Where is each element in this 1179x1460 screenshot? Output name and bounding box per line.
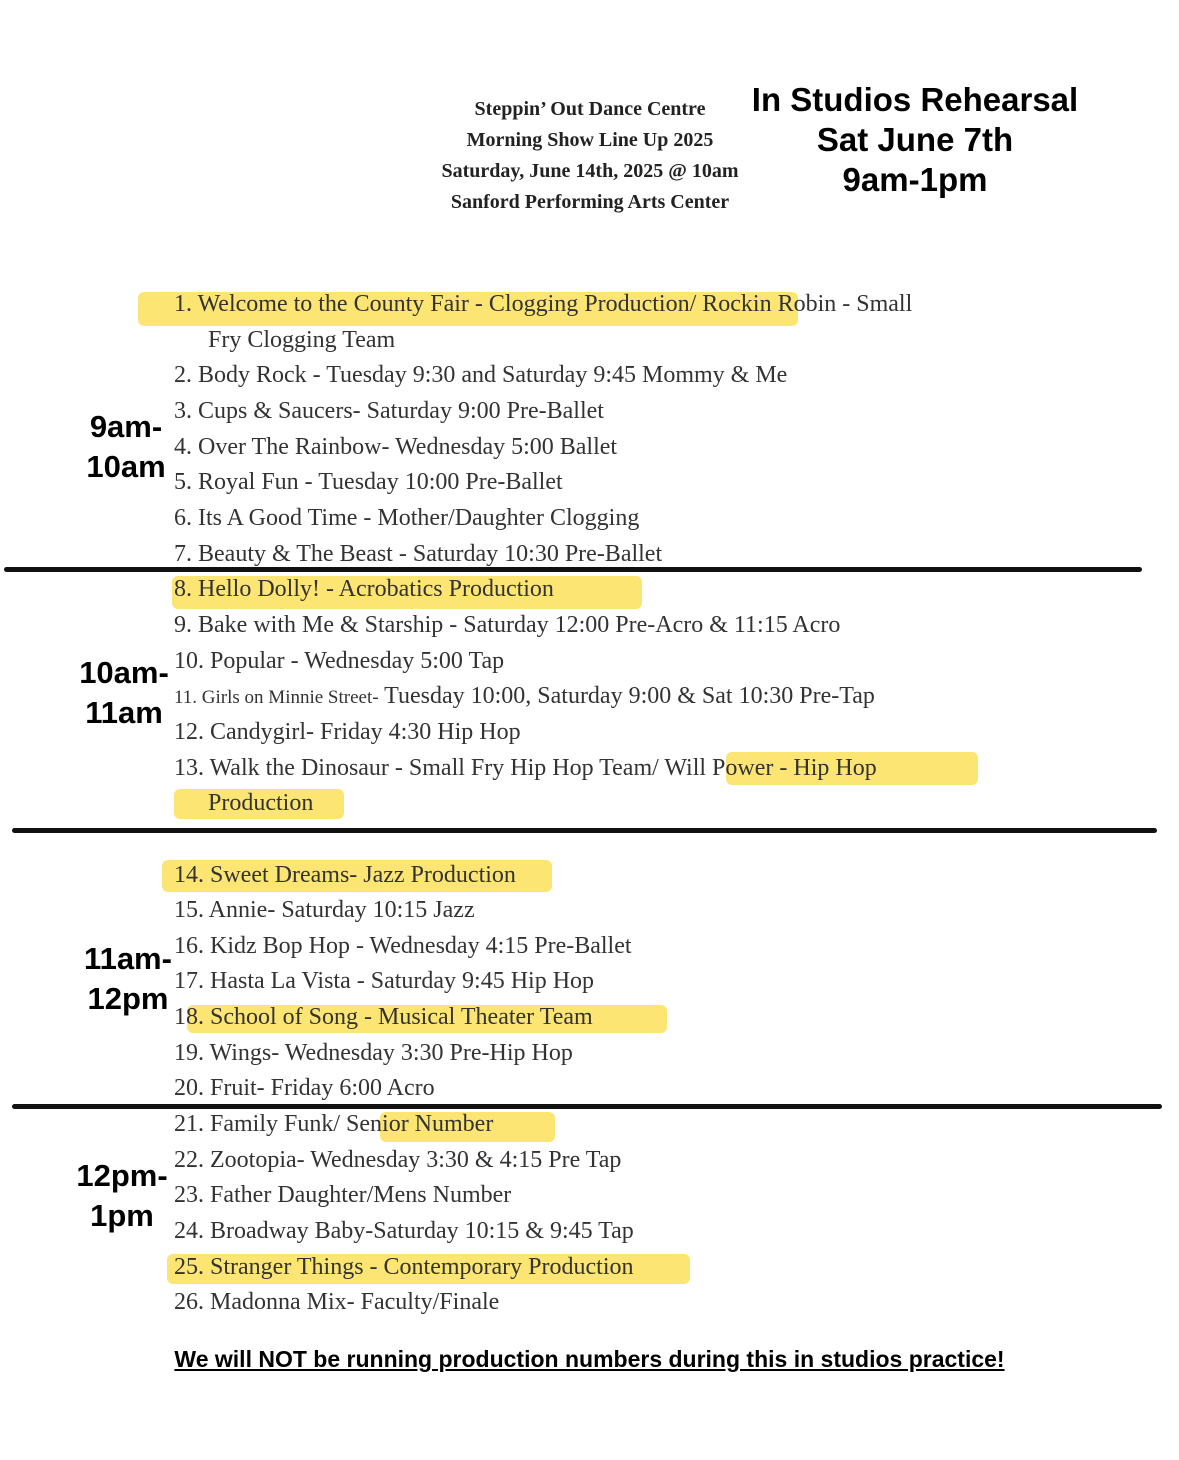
footer-note: We will NOT be running production numbers during this in studios practice!	[174, 1346, 1005, 1372]
time-block-11am: 11am- 12pm	[84, 941, 172, 1016]
studio-name: Steppin’ Out Dance Centre	[474, 98, 706, 120]
list-item: 19. Wings- Wednesday 3:30 Pre-Hip Hop	[174, 1040, 573, 1066]
list-item: 1. Welcome to the County Fair - Clogging Production/ Rockin Robin - Small	[174, 291, 913, 317]
time-block-12pm: 12pm- 1pm	[76, 1158, 168, 1233]
time-block-10am: 10am- 11am	[79, 655, 169, 730]
list-item: 10. Popular - Wednesday 5:00 Tap	[174, 648, 505, 674]
list-item: 25. Stranger Things - Contemporary Production	[174, 1254, 634, 1280]
list-item: 7. Beauty & The Beast - Saturday 10:30 Pre-Ballet	[174, 541, 663, 567]
list-item: 9. Bake with Me & Starship - Saturday 12:00 Pre-Acro & 11:15 Acro	[174, 612, 841, 638]
list-item: 5. Royal Fun - Tuesday 10:00 Pre-Ballet	[174, 469, 563, 495]
list-item: 6. Its A Good Time - Mother/Daughter Clogging	[174, 505, 640, 531]
list-item: 22. Zootopia- Wednesday 3:30 & 4:15 Pre Tap	[174, 1147, 622, 1173]
rehearsal-title: In Studios Rehearsal	[751, 81, 1079, 118]
item-11-schedule: Tuesday 10:00, Saturday 9:00 & Sat 10:30 Pre-Tap	[378, 683, 875, 709]
rehearsal-header	[738, 80, 1092, 200]
list-item: 20. Fruit- Friday 6:00 Acro	[174, 1075, 435, 1101]
show-header	[402, 94, 778, 218]
rehearsal-time: 9am-1pm	[842, 161, 988, 198]
list-item: 2. Body Rock - Tuesday 9:30 and Saturday 9:45 Mommy & Me	[174, 362, 788, 388]
item-11-name: 11. Girls on Minnie Street-	[174, 687, 379, 708]
list-item	[174, 681, 875, 713]
list-item: 16. Kidz Bop Hop - Wednesday 4:15 Pre-Ballet	[174, 933, 632, 959]
divider-2	[12, 828, 1157, 833]
time-block-9am: 9am- 10am	[86, 409, 166, 484]
list-item: 8. Hello Dolly! - Acrobatics Production	[174, 576, 554, 602]
list-item: 21. Family Funk/ Senior Number	[174, 1111, 494, 1137]
show-date: Saturday, June 14th, 2025 @ 10am	[441, 160, 739, 182]
list-item: 17. Hasta La Vista - Saturday 9:45 Hip Hop	[174, 968, 595, 994]
show-venue: Sanford Performing Arts Center	[450, 191, 730, 213]
list-item: 13. Walk the Dinosaur - Small Fry Hip Hop Team/ Will Power - Hip Hop	[174, 755, 877, 781]
list-item: 24. Broadway Baby-Saturday 10:15 & 9:45 Tap	[174, 1218, 634, 1244]
list-item: 26. Madonna Mix- Faculty/Finale	[174, 1289, 500, 1315]
list-item: Fry Clogging Team	[208, 327, 396, 353]
list-item: 3. Cups & Saucers- Saturday 9:00 Pre-Ballet	[174, 398, 604, 424]
list-item: 15. Annie- Saturday 10:15 Jazz	[174, 897, 475, 923]
list-item: 18. School of Song - Musical Theater Team	[174, 1004, 593, 1030]
list-item: Production	[208, 790, 314, 816]
list-item: 4. Over The Rainbow- Wednesday 5:00 Ballet	[174, 434, 618, 460]
list-item: 23. Father Daughter/Mens Number	[174, 1182, 512, 1208]
list-item: 14. Sweet Dreams- Jazz Production	[174, 862, 516, 888]
show-title: Morning Show Line Up 2025	[466, 129, 714, 151]
list-item: 12. Candygirl- Friday 4:30 Hip Hop	[174, 719, 521, 745]
rehearsal-date: Sat June 7th	[816, 121, 1014, 158]
